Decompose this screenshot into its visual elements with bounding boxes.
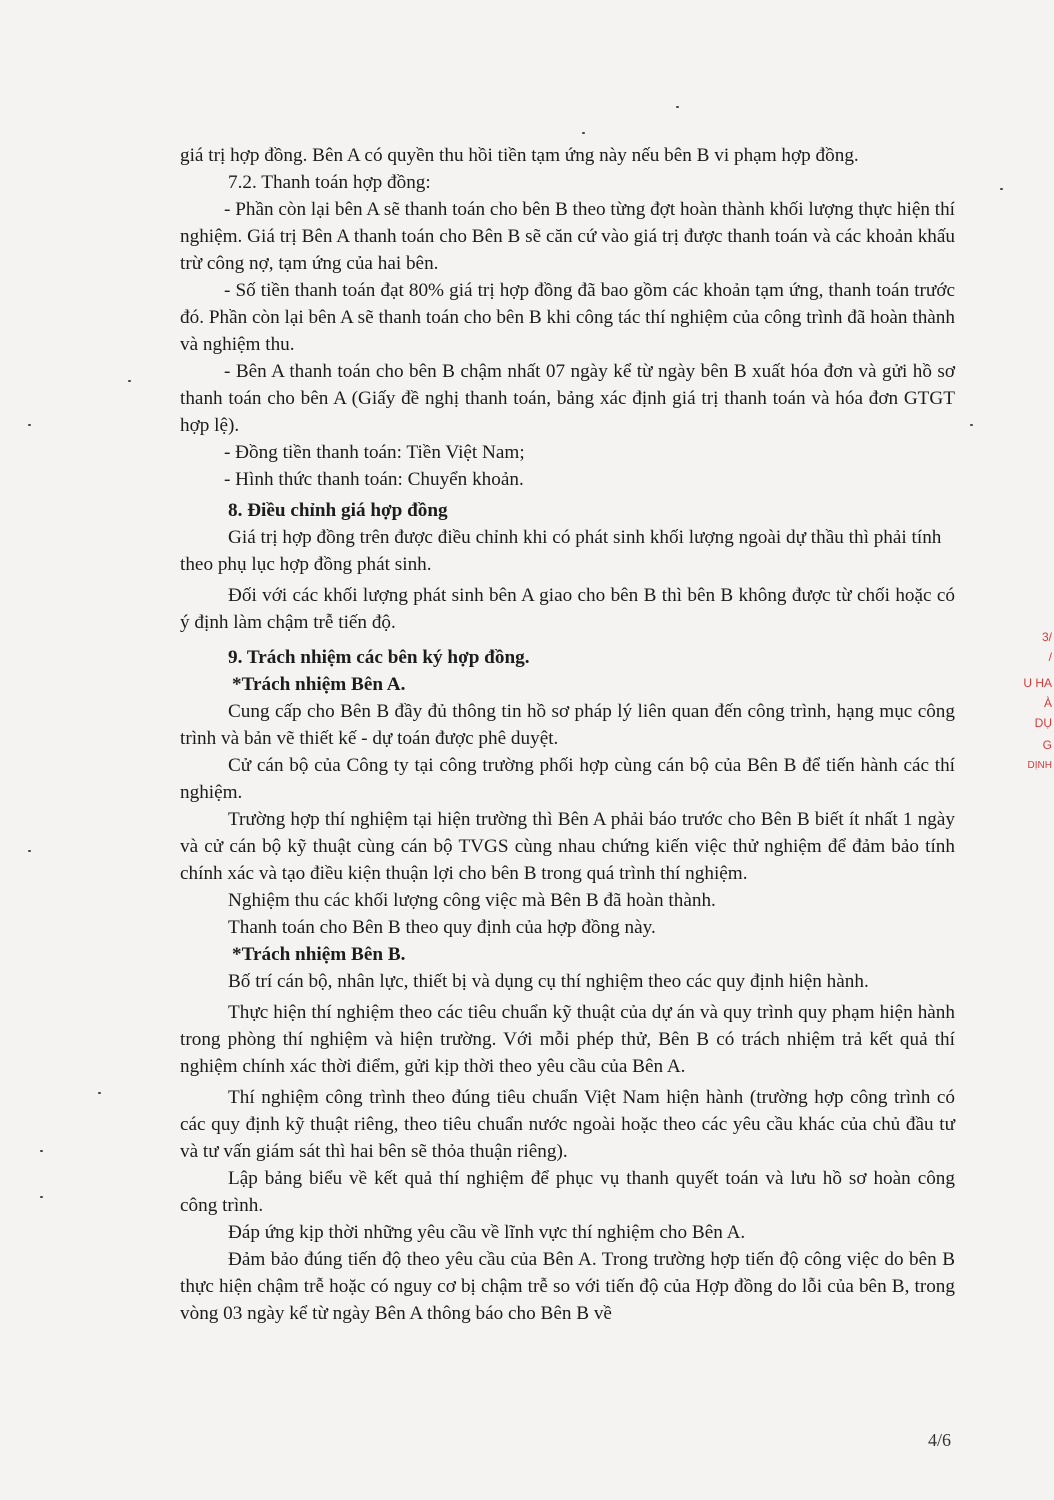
paragraph-b-reports: Lập bảng biểu về kết quả thí nghiệm để phục vụ thanh quyết toán và lưu hồ sơ hoàn công công trình. [180, 1168, 955, 1216]
paragraph-payment-method: - Hình thức thanh toán: Chuyển khoản. [224, 469, 524, 490]
paragraph-payment-deadline: - Bên A thanh toán cho bên B chậm nhất 07 ngày kể từ ngày bên B xuất hóa đơn và gửi hồ sơ thanh toán cho bên A (Giấy đề nghị thanh toán, bảng xác định giá trị thanh toán và hóa đơn GTGT hợp lệ). [180, 361, 955, 436]
scan-speck [40, 1196, 43, 1198]
section-9-heading: 9. Trách nhiệm các bên ký hợp đồng. [228, 647, 530, 668]
section-8-heading: 8. Điều chỉnh giá hợp đồng [228, 500, 448, 521]
paragraph-b-standards: Thực hiện thí nghiệm theo các tiêu chuẩn kỹ thuật của dự án và quy trình quy phạm hiện hành trong phòng thí nghiệm và hiện trường. Với mỗi phép thử, Bên B có trách nhiệm trả kết quả thí nghiệm chính xác thời điểm, gửi kịp thời theo yêu cầu của Bên A. [180, 1002, 955, 1077]
stamp-text: U HA [1023, 676, 1052, 690]
stamp-text: DỤ [1034, 716, 1052, 730]
paragraph-currency: - Đồng tiền thanh toán: Tiền Việt Nam; [224, 442, 525, 463]
scan-speck [98, 1092, 101, 1094]
party-b-heading: *Trách nhiệm Bên B. [232, 944, 406, 965]
party-a-heading: *Trách nhiệm Bên A. [232, 674, 406, 695]
paragraph-a-acceptance: Nghiệm thu các khối lượng công việc mà Bên B đã hoàn thành. [228, 890, 716, 911]
paragraph-price-adjustment: Giá trị hợp đồng trên được điều chỉnh khi có phát sinh khối lượng ngoài dự thầu thì phải tính theo phụ lục hợp đồng phát sinh. [180, 527, 942, 575]
paragraph-a-provide-docs: Cung cấp cho Bên B đầy đủ thông tin hồ sơ pháp lý liên quan đến công trình, hạng mục công trình và bản vẽ thiết kế - dự toán được phê duyệt. [180, 701, 955, 749]
paragraph-remaining-payment: - Phần còn lại bên A sẽ thanh toán cho bên B theo từng đợt hoàn thành khối lượng thực hiện thí nghiệm. Giá trị Bên A thanh toán cho Bên B sẽ căn cứ vào giá trị được thanh toán và các khoản khấu trừ công nợ, tạm ứng của hai bên. [180, 199, 955, 274]
paragraph-b-requests: Đáp ứng kịp thời những yêu cầu về lĩnh vực thí nghiệm cho Bên A. [228, 1222, 746, 1243]
paragraph-advance-recovery: giá trị hợp đồng. Bên A có quyền thu hồi tiền tạm ứng này nếu bên B vi phạm hợp đồng. [180, 145, 859, 166]
clause-7-2-heading: 7.2. Thanh toán hợp đồng: [228, 172, 431, 193]
scan-speck [28, 424, 31, 426]
red-stamp-fragment [1020, 630, 1054, 790]
stamp-text: / [1048, 650, 1052, 664]
paragraph-extra-volume: Đối với các khối lượng phát sinh bên A giao cho bên B thì bên B không được từ chối hoặc có ý định làm chậm trễ tiến độ. [180, 585, 955, 633]
scan-speck [582, 132, 585, 134]
paragraph-b-vietnam-standards: Thí nghiệm công trình theo đúng tiêu chuẩn Việt Nam hiện hành (trường hợp công trình có các quy định kỹ thuật riêng, theo tiêu chuẩn nước ngoài hoặc theo các yêu cầu khác của chủ đầu tư và tư vấn giám sát thì hai bên sẽ thỏa thuận riêng). [180, 1087, 955, 1162]
page-number: 4/6 [928, 1430, 952, 1450]
scan-speck [40, 1150, 43, 1152]
paragraph-a-field-test: Trường hợp thí nghiệm tại hiện trường thì Bên A phải báo trước cho Bên B biết ít nhất 1 ngày và cử cán bộ kỹ thuật cùng cán bộ TVGS cùng nhau chứng kiến việc thử nghiệm để đảm bảo tính chính xác và tạo điều kiện thuận lợi cho bên B trong quá trình thí nghiệm. [180, 809, 955, 884]
scan-speck [1000, 188, 1003, 190]
stamp-text: À [1043, 696, 1052, 710]
paragraph-b-schedule: Đảm bảo đúng tiến độ theo yêu cầu của Bên A. Trong trường hợp tiến độ công việc do bên B thực hiện chậm trễ hoặc có nguy cơ bị chậm trễ so với tiến độ của Hợp đồng do lỗi của bên B, trong vòng 03 ngày kể từ ngày Bên A thông báo cho Bên B về [180, 1249, 955, 1324]
paragraph-80-percent: - Số tiền thanh toán đạt 80% giá trị hợp đồng đã bao gồm các khoản tạm ứng, thanh toán trước đó. Phần còn lại bên A sẽ thanh toán cho bên B khi công tác thí nghiệm của công trình đã hoàn thành và nghiệm thu. [180, 280, 955, 355]
stamp-text: 3/ [1041, 630, 1052, 644]
scan-speck [676, 106, 679, 108]
stamp-text: G [1042, 738, 1052, 752]
paragraph-a-payment: Thanh toán cho Bên B theo quy định của hợp đồng này. [228, 917, 656, 938]
scan-speck [28, 850, 31, 852]
scan-speck [128, 380, 131, 382]
paragraph-b-resources: Bố trí cán bộ, nhân lực, thiết bị và dụng cụ thí nghiệm theo các quy định hiện hành. [228, 971, 869, 992]
scan-speck [970, 424, 973, 426]
contract-text [180, 142, 955, 1327]
stamp-text: DỊNH [1027, 760, 1052, 771]
paragraph-a-assign-staff: Cử cán bộ của Công ty tại công trường phối hợp cùng cán bộ của Bên B để tiến hành các thí nghiệm. [180, 755, 955, 803]
